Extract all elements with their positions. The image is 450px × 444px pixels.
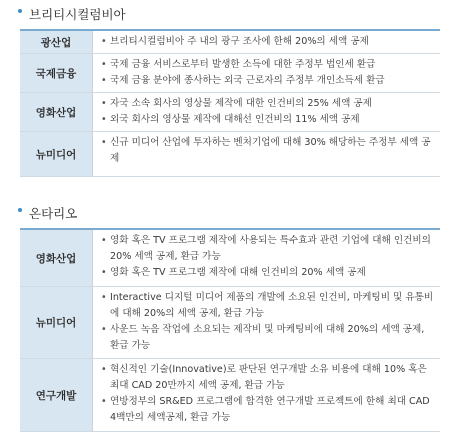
row-items <box>93 230 440 286</box>
table-row <box>20 287 440 359</box>
section-title-text: 브리티시컬럼비아 <box>29 7 126 22</box>
table-row <box>20 359 440 432</box>
section-title <box>18 6 126 22</box>
table-row <box>20 31 440 54</box>
section-title-text: 온타리오 <box>29 206 78 221</box>
row-category: 뉴미디어 <box>20 132 93 176</box>
list-item: • 국제 금융 서비스로부터 발생한 소득에 대한 주정부 법인세 환급 <box>101 57 436 73</box>
incentive-table <box>20 228 440 432</box>
row-items <box>93 132 440 176</box>
table-row <box>20 93 440 132</box>
list-item: • 영화 혹은 TV 프로그램 제작에 대해 인건비의 20% 세액 공제 <box>101 265 436 281</box>
bullet-icon <box>18 9 22 13</box>
list-item: • 사운드 녹음 작업에 소요되는 제작비 및 마케팅비에 대해 20%의 세액 공제, 환급 가능 <box>101 322 436 354</box>
row-items <box>93 287 440 358</box>
table-row <box>20 54 440 93</box>
row-category: 연구개발 <box>20 359 93 431</box>
list-item: • 브리티시컬럼비아 주 내의 광구 조사에 한해 20%의 세액 공제 <box>101 34 436 50</box>
list-item: • 혁신적인 기술(Innovative)로 판단된 연구개발 소유 비용에 대해 10% 혹은 최대 CAD 20만까지 세액 공제, 환급 가능 <box>101 362 436 394</box>
row-category: 영화산업 <box>20 230 93 286</box>
table-row <box>20 230 440 287</box>
bullet-icon <box>18 208 22 212</box>
list-item: • 국제 금융 분야에 종사하는 외국 근로자의 주정부 개인소득세 환급 <box>101 73 436 89</box>
row-items <box>93 54 440 92</box>
row-category: 뉴미디어 <box>20 287 93 358</box>
row-items <box>93 359 440 431</box>
row-category: 영화산업 <box>20 93 93 131</box>
list-item: • 연방정부의 SR&ED 프로그램에 합격한 연구개발 프로젝트에 한해 최대 CAD 4백만의 세액공제, 환급 가능 <box>101 394 436 426</box>
table-row <box>20 132 440 177</box>
list-item: • 자국 소속 회사의 영상물 제작에 대한 인건비의 25% 세액 공제 <box>101 96 436 112</box>
section-title <box>18 205 77 221</box>
list-item: • 영화 혹은 TV 프로그램 제작에 사용되는 특수효과 관련 기업에 대해 인건비의 20% 세액 공제, 환급 가능 <box>101 233 436 265</box>
row-items <box>93 93 440 131</box>
list-item: • 신규 미디어 산업에 투자하는 벤처기업에 대해 30% 해당하는 주정부 세액 공제 <box>101 135 436 167</box>
row-category: 광산업 <box>20 31 93 53</box>
incentive-table <box>20 29 440 177</box>
list-item: • Interactive 디지털 미디어 제품의 개발에 소요된 인건비, 마케팅비 및 유통비에 대해 20%의 세액 공제, 환급 가능 <box>101 290 436 322</box>
row-category: 국제금융 <box>20 54 93 92</box>
row-items <box>93 31 440 53</box>
list-item: • 외국 회사의 영상물 제작에 대해선 인건비의 11% 세액 공제 <box>101 112 436 128</box>
